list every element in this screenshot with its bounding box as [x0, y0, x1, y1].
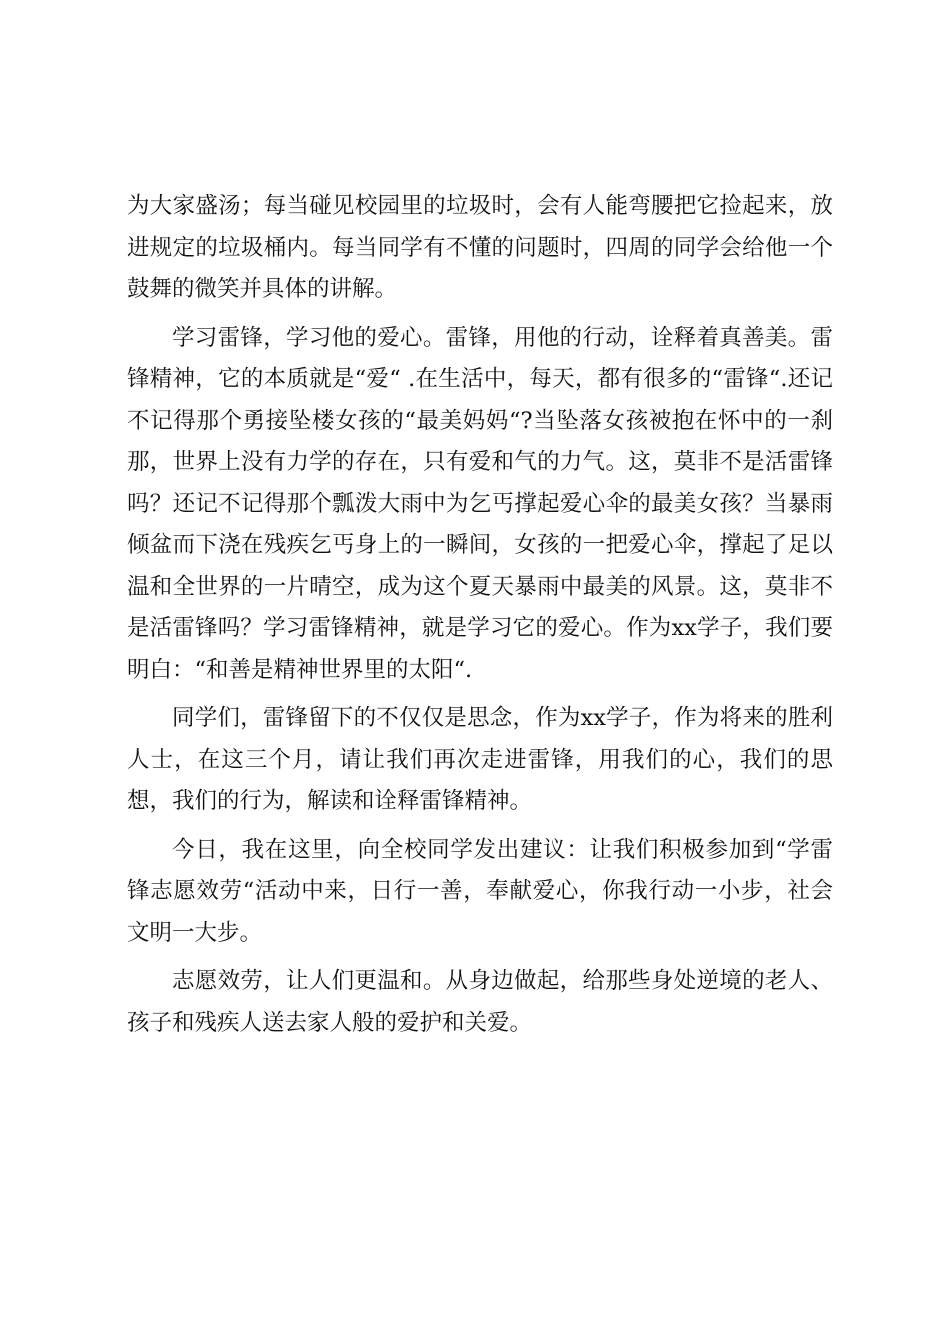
paragraph-continuation: 为大家盛汤；每当碰见校园里的垃圾时，会有人能弯腰把它捡起来，放进规定的垃圾桶内。每当同学有不懂的问题时，四周的同学会给他一个鼓舞的微笑并具体的讲解。 — [127, 193, 833, 302]
body-text — [127, 186, 833, 1051]
paragraph-volunteer: 志愿效劳，让人们更温和。从身边做起，给那些身处逆境的老人、孩子和残疾人送去家人般的爱护和关爱。 — [127, 968, 833, 1036]
paragraph-classmates: 同学们，雷锋留下的不仅仅是思念，作为xx学子，作为将来的胜利人士，在这三个月，请让我们再次走进雷锋，用我们的心，我们的思想，我们的行为，解读和诠释雷锋精神。 — [127, 705, 833, 814]
paragraph-proposal: 今日，我在这里，向全校同学发出建议：让我们积极参加到“学雷锋志愿效劳“活动中来，日行一善，奉献爱心，你我行动一小步，社会文明一大步。 — [127, 836, 833, 946]
paragraph-learn-love: 学习雷锋，学习他的爱心。雷锋，用他的行动，诠释着真善美。雷锋精神，它的本质就是“爱“ .在生活中，每天，都有很多的“雷锋“.还记不记得那个勇接坠楼女孩的“最美妈妈“?当坠落女孩被抱在怀中的一刹那，世界上没有力学的存在，只有爱和气的力气。这，莫非不是活雷锋吗？还记不记得那个瓢泼大雨中为乞丐撑起爱心伞的最美女孩？当暴雨倾盆而下浇在残疾乞丐身上的一瞬间，女孩的一把爱心伞，撑起了足以温和全世界的一片晴空，成为这个夏天暴雨中最美的风景。这，莫非不是活雷锋吗？学习雷锋精神，就是学习它的爱心。作为xx学子，我们要明白：“和善是精神世界里的太阳“. — [127, 324, 833, 683]
